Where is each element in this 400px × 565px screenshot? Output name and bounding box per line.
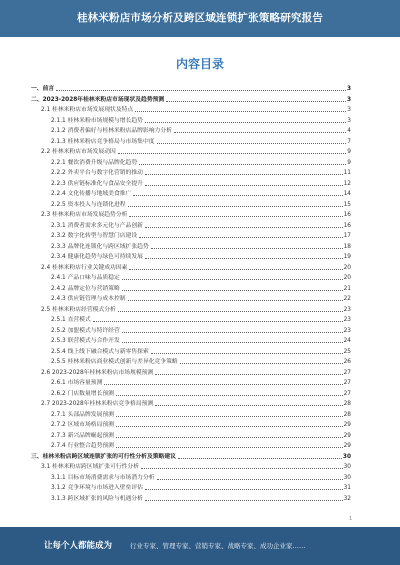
toc-leader-dots [122, 279, 343, 280]
toc-entry-page: 12 [343, 180, 351, 187]
toc-leader-dots [116, 447, 343, 448]
toc-entry-label: 三、桂林米粉店跨区域连锁扩张的可行性分析及策略建议 [31, 453, 176, 460]
toc-entry[interactable] [41, 399, 351, 408]
toc-entry-page: 3 [346, 86, 351, 92]
toc-entry-page: 3 [347, 117, 351, 124]
footer-bar [0, 527, 400, 565]
toc-entry[interactable] [41, 147, 351, 156]
toc-entry[interactable] [51, 431, 351, 440]
toc-entry-page: 30 [342, 453, 351, 460]
toc-entry[interactable] [41, 263, 351, 272]
toc-leader-dots [155, 405, 342, 406]
toc-entry-page: 23 [343, 327, 351, 334]
toc-entry[interactable] [31, 452, 351, 461]
toc-entry-page: 29 [343, 443, 351, 449]
toc-entry-page: 25 [343, 348, 351, 355]
toc-entry-page: 23 [343, 306, 351, 313]
toc-entry-label: 2.5 桂林米粉店经营模式分析 [41, 306, 116, 313]
toc-entry-label: 2.7 2023-2028年桂林米粉店竞争格局预测 [41, 401, 154, 407]
toc-leader-dots [141, 468, 343, 469]
toc-leader-dots [145, 122, 346, 123]
toc-entry-page: 17 [343, 233, 351, 239]
toc-entry-label: 一、前言 [31, 86, 55, 92]
toc-entry-label: 2.7.2 区域市场格局预测 [51, 422, 114, 428]
toc-entry[interactable] [51, 441, 351, 450]
toc-leader-dots [118, 153, 346, 154]
toc-entry-page: 32 [343, 495, 351, 502]
toc-entry-page: 7 [347, 138, 351, 145]
toc-entry[interactable] [51, 273, 351, 282]
toc-entry[interactable] [51, 420, 351, 429]
toc-entry-label: 2.5.5 桂林米粉店商业模式创新与差异化竞争策略 [51, 359, 178, 365]
page-number: 1 [349, 516, 353, 522]
toc-entry-label: 2.1.2 消费者偏好与桂林米粉店品牌影响力分析 [51, 128, 172, 134]
toc-entry[interactable] [51, 158, 351, 167]
toc-entry-label: 2.5.2 加盟模式与特许经营 [51, 327, 120, 334]
toc-entry-page: 16 [343, 212, 351, 218]
toc-entry-page: 9 [347, 149, 351, 155]
toc-entry[interactable] [51, 347, 351, 356]
toc-entry-label: 2.2.4 文化传播与地域美食推广 [51, 191, 132, 197]
toc-entry-page: 27 [343, 390, 351, 397]
toc-entry-page: 11 [343, 170, 351, 176]
toc-leader-dots [116, 426, 343, 427]
toc-leader-dots [145, 258, 343, 259]
toc-entry-label: 2.5.3 联营模式与合作开发 [51, 338, 120, 344]
toc-entry-label: 2.1.1 桂林米粉市场规模与增长趋势 [51, 117, 143, 124]
toc-entry[interactable] [51, 378, 351, 387]
toc-entry[interactable] [51, 336, 351, 345]
toc-entry[interactable] [31, 84, 351, 93]
toc-leader-dots [118, 311, 343, 312]
toc-entry[interactable] [51, 168, 351, 177]
report-title: 桂林米粉店市场分析及跨区域连锁扩张策略研究报告 [76, 12, 324, 24]
toc-entry-label: 2.2.1 餐饮消费升级与品牌化趋势 [51, 159, 138, 166]
toc-entry[interactable] [41, 462, 351, 471]
toc-entry-page: 14 [343, 191, 351, 197]
toc-entry-page: 16 [343, 222, 351, 229]
toc-entry-page: 24 [343, 338, 351, 344]
toc-entry[interactable] [51, 410, 351, 419]
toc-leader-dots [116, 416, 343, 417]
toc-entry-page: 21 [343, 285, 351, 292]
toc-entry-page: 20 [343, 264, 351, 271]
toc-entry-label: 二、2023-2028年桂林米粉店市场现状及趋势预测 [31, 96, 165, 103]
toc-entry-page: 22 [343, 296, 351, 302]
toc-entry[interactable] [41, 368, 351, 377]
toc-entry-label: 2.2.3 供应链标准化与食品安全提升 [51, 180, 143, 187]
toc-entry-page: 29 [343, 432, 351, 439]
toc-leader-dots [129, 216, 342, 217]
toc-leader-dots [145, 489, 343, 490]
toc-leader-dots [116, 395, 343, 396]
toc-entry-label: 2.4 桂林米粉店行业关键成功因素 [41, 264, 128, 271]
footer-slogan: 让每个人都能成为 [44, 541, 113, 551]
toc-entry-label: 2.3.2 数字化转型与智慧门店建设 [51, 233, 138, 239]
toc-entry-page: 27 [343, 369, 351, 376]
toc-entry-page: 18 [343, 243, 351, 250]
toc-entry-label: 3.1 桂林米粉店跨区域扩张可行性分析 [41, 464, 140, 470]
toc-leader-dots [93, 321, 343, 322]
toc-entry-page: 15 [343, 201, 351, 208]
toc-entry[interactable] [51, 473, 351, 482]
toc-entry-page: 9 [347, 159, 351, 166]
toc-entry[interactable] [51, 315, 351, 324]
toc-entry-page: 3 [347, 107, 351, 113]
toc-leader-dots [139, 164, 346, 165]
toc-leader-dots [145, 227, 343, 228]
toc-entry-label: 2.5.4 线上线下融合模式与新零售探索 [51, 348, 149, 355]
footer-roles: 行业专家、管理专家、营销专家、战略专家、成功企业家…… [130, 542, 306, 550]
toc-entry-page: 29 [343, 422, 351, 428]
toc-entry-page: 23 [343, 317, 351, 323]
toc-leader-dots [166, 101, 346, 102]
toc-entry[interactable] [51, 179, 351, 188]
toc-entry-label: 2.2.5 资本投入与连锁化进程 [51, 201, 126, 208]
toc-entry-page: 27 [343, 380, 351, 386]
toc-entry-label: 2.7.3 新兴品牌崛起预测 [51, 432, 114, 439]
toc-entry-label: 2.2.2 外卖平台与数字化营销的推动 [51, 170, 143, 176]
toc-leader-dots [139, 237, 342, 238]
toc-entry-label: 2.3.3 品牌化连锁化与跨区域扩张趋势 [51, 243, 149, 250]
header-bar [0, 0, 400, 37]
toc-entry-label: 3.1.2 竞争环境与市场进入壁垒评估 [51, 485, 143, 491]
toc-entry-label: 2.3.1 消费者需求多元化与产品创新 [51, 222, 143, 229]
toc-entry[interactable] [51, 389, 351, 398]
toc-entry-page: 19 [343, 254, 351, 260]
toc-leader-dots [151, 248, 343, 249]
toc-leader-dots [133, 195, 342, 196]
toc-entry[interactable] [51, 494, 351, 503]
toc-entry-label: 2.4.3 供应链管理与成本控制 [51, 296, 126, 302]
toc-entry[interactable] [51, 200, 351, 209]
toc-leader-dots [128, 206, 343, 207]
toc-leader-dots [178, 458, 342, 459]
toc-entry[interactable] [51, 189, 351, 198]
toc-entry-label: 3.1.1 目标市场消费需求与市场潜力分析 [51, 474, 155, 481]
toc-entry[interactable] [51, 252, 351, 261]
toc-entry[interactable] [51, 231, 351, 240]
toc-entry-page: 4 [347, 128, 351, 134]
toc-entry-label: 2.5.1 直营模式 [51, 317, 91, 323]
toc-entry-label: 2.4.1 产品口味与品质稳定 [51, 275, 120, 281]
toc-entry[interactable] [51, 483, 351, 492]
toc-leader-dots [104, 384, 342, 385]
toc-entry[interactable] [51, 126, 351, 135]
toc-entry[interactable] [51, 242, 351, 251]
toc-leader-dots [180, 363, 343, 364]
toc-entry[interactable] [51, 284, 351, 293]
toc-entry-label: 2.1.3 桂林米粉店竞争格局与市场集中度 [51, 138, 155, 145]
toc-entry[interactable] [51, 137, 351, 146]
toc-entry-page: 26 [343, 359, 351, 365]
toc-entry[interactable] [51, 326, 351, 335]
toc-leader-dots [145, 185, 343, 186]
toc-entry-page: 3 [346, 96, 351, 103]
toc-title: 内容目录 [175, 57, 224, 71]
toc-entry-page: 20 [343, 275, 351, 281]
toc-leader-dots [128, 300, 343, 301]
toc-entry[interactable] [41, 305, 351, 314]
toc-entry[interactable] [31, 95, 351, 104]
toc-entry-label: 2.2 桂林米粉店市场发展动因 [41, 149, 116, 155]
toc-leader-dots [155, 374, 342, 375]
toc-entry[interactable] [51, 357, 351, 366]
toc-entry-label: 2.1 桂林米粉店市场发展现状及特点 [41, 107, 134, 113]
toc-leader-dots [157, 479, 343, 480]
toc-entry[interactable] [41, 105, 351, 114]
toc-leader-dots [56, 90, 346, 91]
toc-entry[interactable] [51, 221, 351, 230]
toc-entry-label: 3.1.3 跨区域扩张的风险与机遇分析 [51, 495, 143, 502]
toc-leader-dots [135, 111, 346, 112]
toc-entry[interactable] [51, 116, 351, 125]
toc-entry-label: 2.4.2 品牌定位与营销策略 [51, 285, 120, 292]
toc-entry-page: 30 [343, 464, 351, 470]
toc-entry-label: 2.3 桂林米粉店市场发展趋势分析 [41, 212, 128, 218]
toc-leader-dots [145, 174, 343, 175]
toc-entry-page: 30 [343, 474, 351, 481]
toc-entry-label: 2.3.4 健康化趋势与绿色可持续发展 [51, 254, 143, 260]
toc-leader-dots [157, 143, 347, 144]
toc-leader-dots [116, 437, 343, 438]
toc-entry[interactable] [41, 210, 351, 219]
toc-entry-label: 2.7.1 头部品牌发展预测 [51, 411, 114, 418]
toc-leader-dots [151, 353, 343, 354]
toc-entry-label: 2.6 2023-2028年桂林米粉店市场规模预测 [41, 369, 154, 376]
toc-leader-dots [122, 290, 343, 291]
toc-leader-dots [122, 342, 343, 343]
toc-entry-page: 28 [343, 401, 351, 407]
toc-entry-label: 2.7.4 行业整合趋势预测 [51, 443, 114, 449]
toc-entry-page: 31 [343, 485, 351, 491]
toc-leader-dots [145, 500, 343, 501]
toc-leader-dots [174, 132, 346, 133]
toc-entry-page: 28 [343, 411, 351, 418]
toc-entry-label: 2.6.2 门店数量增长预测 [51, 390, 114, 397]
toc-entry[interactable] [51, 294, 351, 303]
toc-leader-dots [129, 269, 342, 270]
toc-entry-label: 2.6.1 市场容量预测 [51, 380, 103, 386]
toc-leader-dots [122, 332, 343, 333]
